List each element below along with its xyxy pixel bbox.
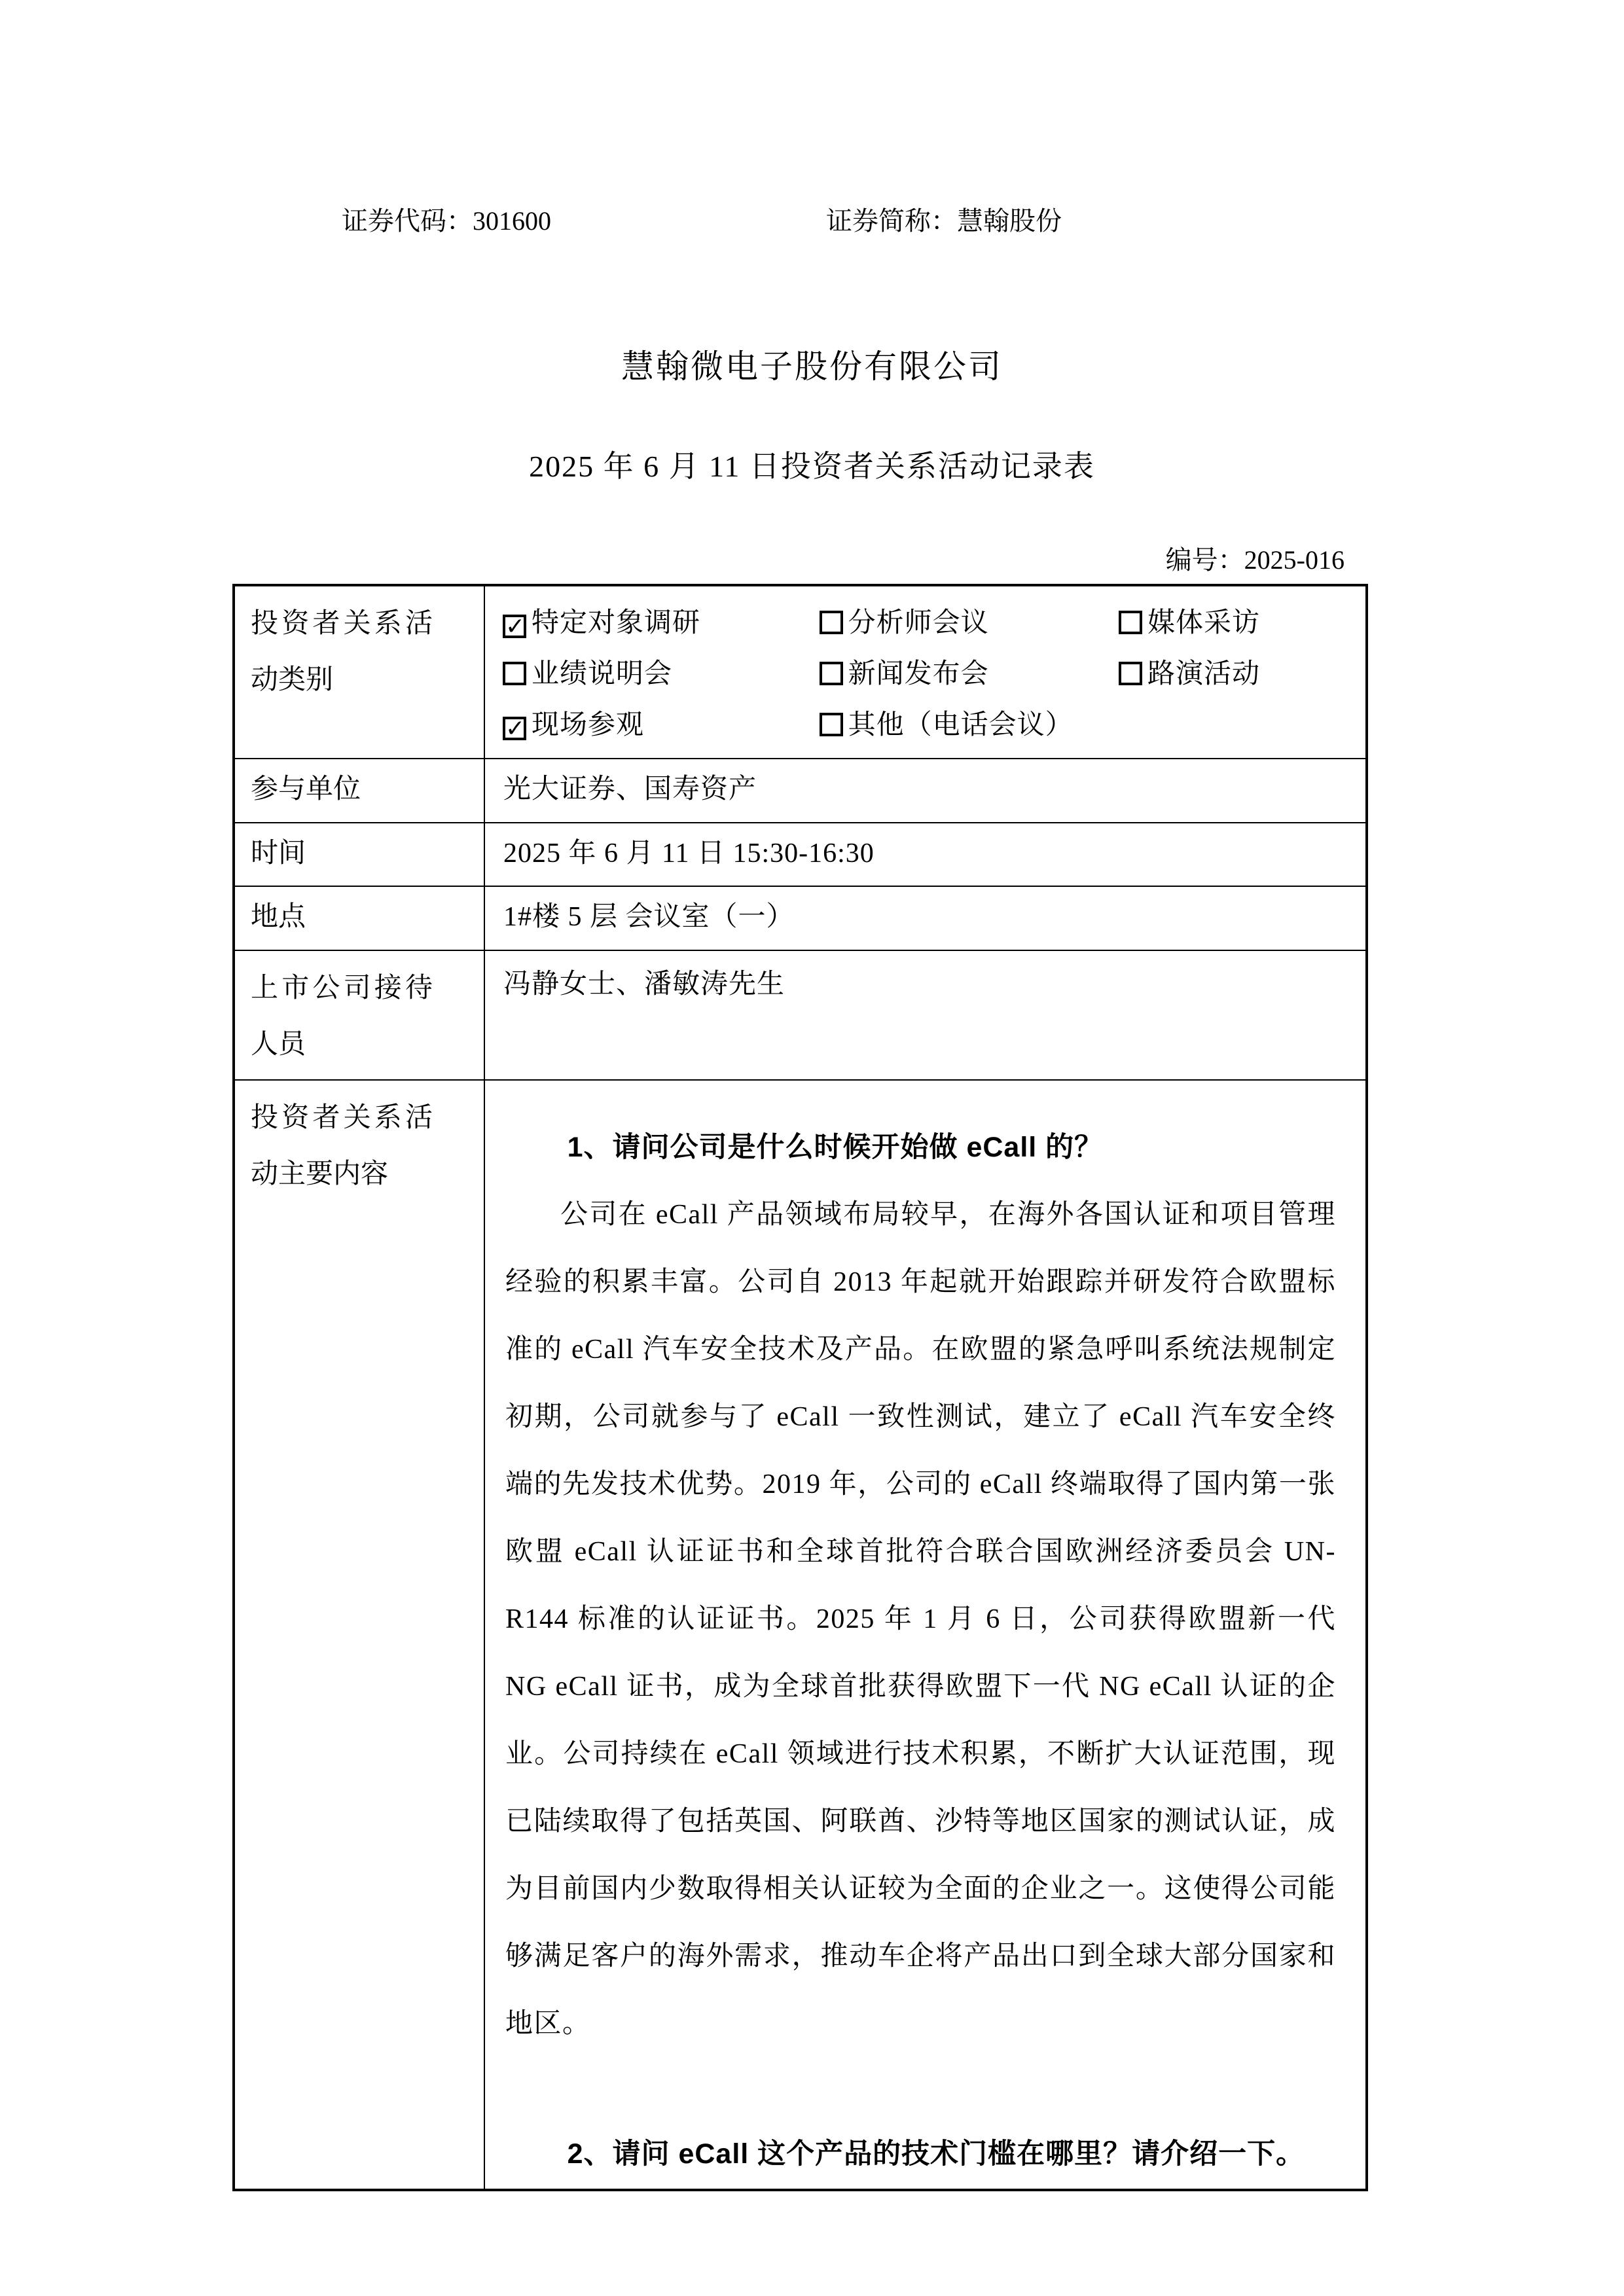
- checkbox-option-analyst-meeting: [820, 598, 1119, 649]
- stock-info-line: [0, 200, 1624, 238]
- main-content-cell: [484, 1080, 1367, 2190]
- ir-activity-table: [232, 584, 1368, 2191]
- hosts-value: 冯静女士、潘敏涛先生: [484, 950, 1367, 1080]
- checkbox-label: 分析师会议: [848, 608, 989, 638]
- checkbox-label: 业绩说明会: [532, 659, 673, 689]
- question-1: 1、请问公司是什么时候开始做 eCall 的？: [567, 1132, 1104, 1164]
- company-name-title: 慧翰微电子股份有限公司: [621, 348, 1003, 385]
- checkbox-icon: [820, 611, 843, 634]
- table-row-main-content: [234, 1080, 1367, 2190]
- stock-code-text: 证券代码：301600: [342, 206, 551, 236]
- checkbox-label: 路演活动: [1147, 659, 1261, 689]
- checkbox-option-specific-research: [503, 598, 820, 649]
- table-row-participants: [234, 759, 1367, 823]
- checkbox-icon: [820, 662, 843, 685]
- location-label: 地点: [234, 886, 484, 950]
- checkbox-icon: ✓: [503, 615, 526, 638]
- checkbox-icon: [1119, 611, 1142, 634]
- stock-name-text: 证券简称：慧翰股份: [826, 206, 1062, 236]
- activity-type-label: 投资者关系活动类别: [234, 585, 484, 759]
- activity-type-options-cell: [484, 585, 1367, 759]
- location-value: 1#楼 5 层 会议室（一）: [484, 886, 1367, 950]
- doc-number: 编号：2025-016: [1165, 545, 1344, 575]
- participants-label: 参与单位: [234, 759, 484, 823]
- checkbox-label: 现场参观: [532, 710, 645, 740]
- checkbox-icon: [820, 713, 843, 736]
- checkbox-label: 新闻发布会: [848, 659, 989, 689]
- checkbox-option-press-conference: [820, 649, 1119, 700]
- table-row-hosts: [234, 950, 1367, 1080]
- question-2: 2、请问 eCall 这个产品的技术门槛在哪里？请介绍一下。: [567, 2138, 1305, 2170]
- checkbox-option-media-interview: [1119, 598, 1358, 649]
- table-row-activity-type: [234, 585, 1367, 759]
- time-label: 时间: [234, 823, 484, 887]
- checkbox-icon: [1119, 662, 1142, 685]
- answer-1: 公司在 eCall 产品领域布局较早，在海外各国认证和项目管理经验的积累丰富。公司自 2013 年起就开始跟踪并研发符合欧盟标准的 eCall 汽车安全技术及产品。在欧盟的紧急呼叫系统法规制定初期，公司就参与了 eCall 一致性测试，建立了 eCall 汽车安全终端的先发技术优势。2019 年，公司的 eCall 终端取得了国内第一张欧盟 eCall 认证证书和全球首批符合联合国欧洲经济委员会 UN-R144 标准的认证证书。2025 年 1 月 6 日，公司获得欧盟新一代 NG eCall 证书，成为全球首批获得欧盟下一代 NG eCall 认证的企业。公司持续在 eCall 领域进行技术积累，不断扩大认证范围，现已陆续取得了包括英国、阿联酋、沙特等地区国家的测试认证，成为目前国内少数取得相关认证较为全面的企业之一。这使得公司能够满足客户的海外需求，推动车企将产品出口到全球大部分国家和地区。: [505, 1200, 1336, 2039]
- checkbox-label: 特定对象调研: [532, 608, 701, 638]
- record-table-title: 2025 年 6 月 11 日投资者关系活动记录表: [529, 450, 1095, 483]
- checkbox-icon: [503, 662, 526, 685]
- checkbox-label: 媒体采访: [1147, 608, 1261, 638]
- participants-value: 光大证券、国寿资产: [484, 759, 1367, 823]
- qa-section: [486, 1081, 1365, 2188]
- checkbox-option-earnings-briefing: [503, 649, 820, 700]
- checkbox-option-site-visit: [503, 700, 820, 751]
- table-row-time: [234, 823, 1367, 887]
- time-value: 2025 年 6 月 11 日 15:30-16:30: [484, 823, 1367, 887]
- checkbox-label: 其他（电话会议）: [848, 710, 1074, 740]
- checkbox-icon: ✓: [503, 717, 526, 740]
- table-row-location: [234, 886, 1367, 950]
- checkbox-option-other: [820, 700, 1119, 751]
- main-content-label: 投资者关系活动主要内容: [234, 1080, 484, 2190]
- hosts-label: 上市公司接待人员: [234, 950, 484, 1080]
- checkbox-grid: [486, 587, 1365, 757]
- checkbox-option-roadshow: [1119, 649, 1358, 700]
